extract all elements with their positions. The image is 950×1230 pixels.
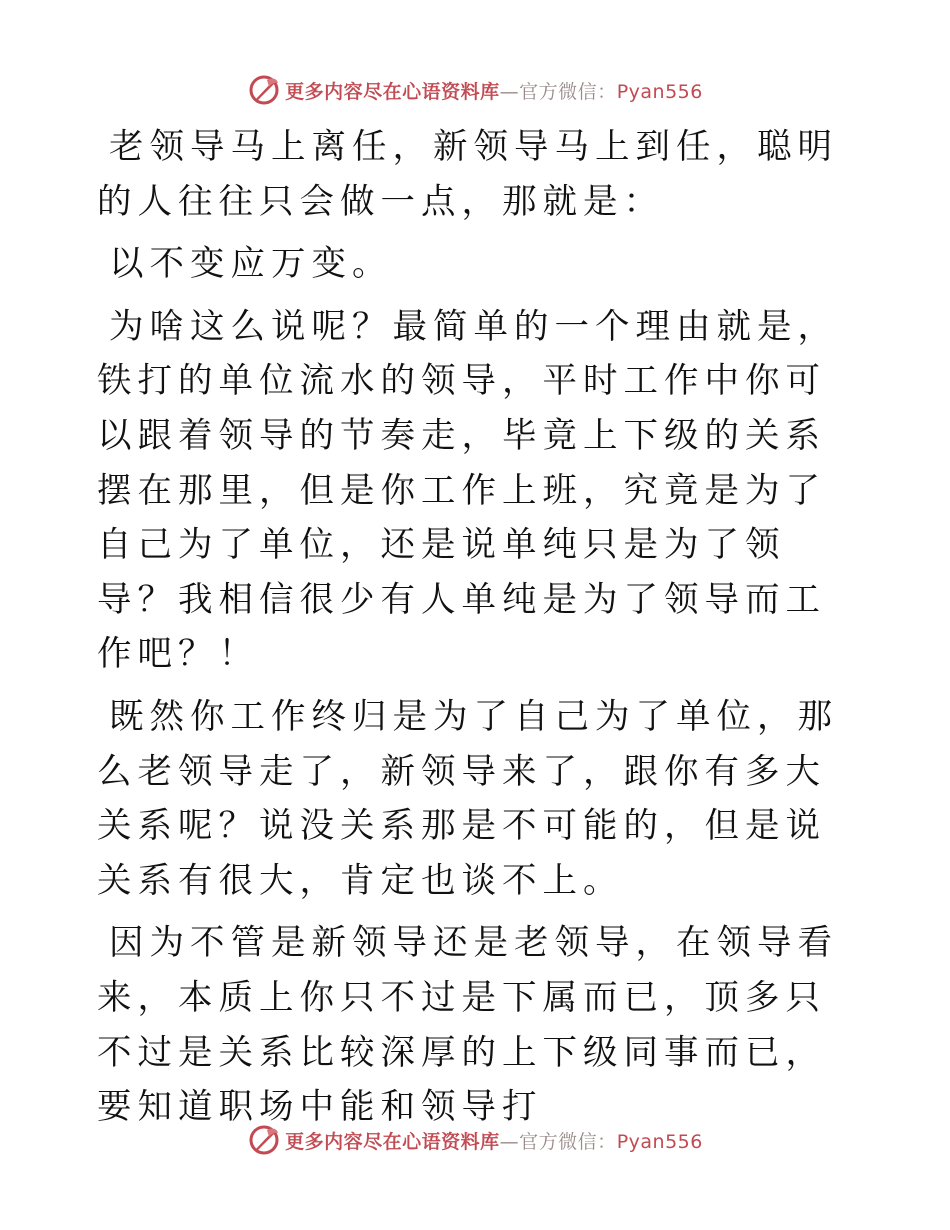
watermark-wechat-label: 官方微信： <box>519 1130 617 1153</box>
paragraph: 老领导马上离任，新领导马上到任，聪明的人往往只会做一点，那就是： <box>97 127 838 222</box>
watermark-main-text: 更多内容尽在心语资料库 <box>285 1130 500 1153</box>
quill-logo-icon <box>247 73 281 107</box>
document-body <box>97 120 853 1143</box>
footer-watermark <box>0 1120 950 1160</box>
watermark-main-text: 更多内容尽在心语资料库 <box>285 80 500 103</box>
watermark-separator: — <box>499 1130 520 1153</box>
paragraph: 以不变应万变。 <box>109 244 393 285</box>
watermark-text <box>285 1127 703 1154</box>
watermark-wechat-id: Pyan556 <box>616 80 703 103</box>
paragraph: 既然你工作终归是为了自己为了单位，那么老领导走了，新领导来了，跟你有多大关系呢？说没关系那是不可能的，但是说关系有很大，肯定也谈不上。 <box>97 696 838 901</box>
quill-logo-icon <box>247 1123 281 1157</box>
watermark-wechat-id: Pyan556 <box>616 1130 703 1153</box>
watermark-separator: — <box>499 80 520 103</box>
watermark-wechat-label: 官方微信： <box>519 80 617 103</box>
header-watermark <box>0 70 950 110</box>
watermark-text <box>285 77 703 104</box>
paragraph: 为啥这么说呢？最简单的一个理由就是，铁打的单位流水的领导，平时工作中你可以跟着领导的节奏走，毕竟上下级的关系摆在那里，但是你工作上班，究竟是为了自己为了单位，还是说单纯只是为了领导？我相信很少有人单纯是为了领导而工作吧？！ <box>97 306 838 675</box>
paragraph: 因为不管是新领导还是老领导，在领导看来，本质上你只不过是下属而已，顶多只不过是关系比较深厚的上下级同事而已，要知道职场中能和领导打 <box>97 923 838 1128</box>
